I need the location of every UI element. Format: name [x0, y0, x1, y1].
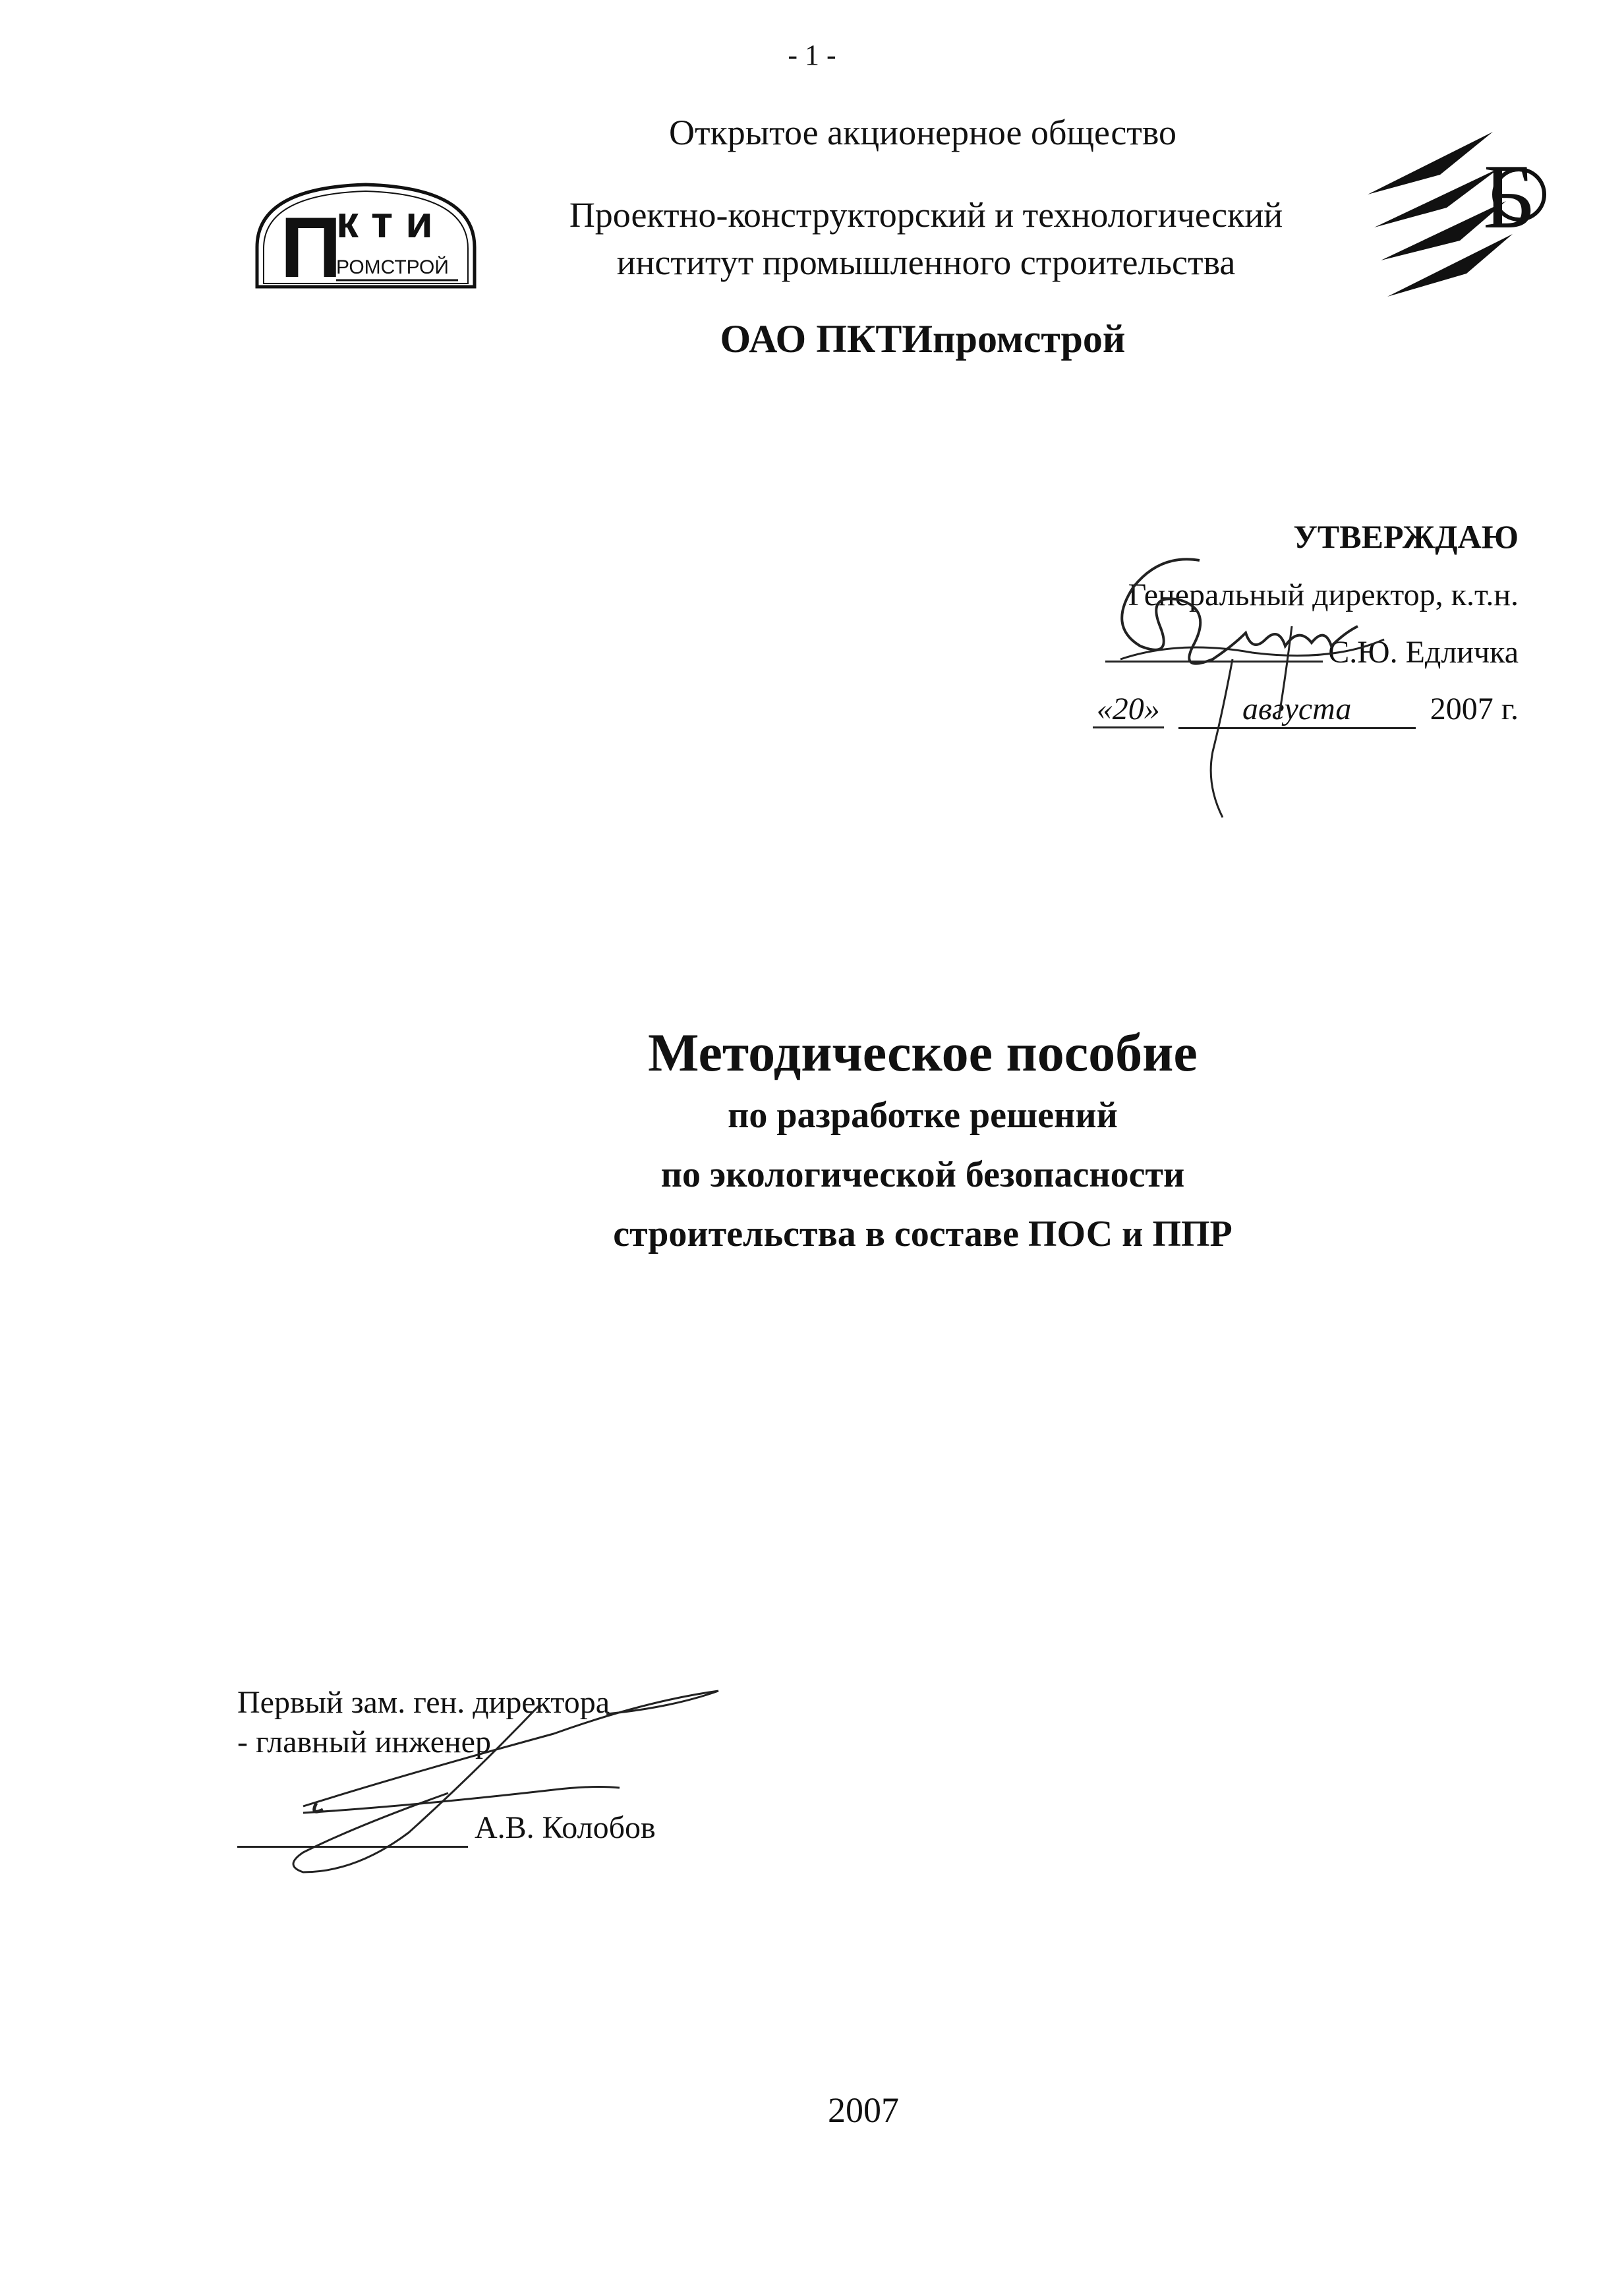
- page-number: - 1 -: [788, 39, 836, 71]
- second-signatory-role-2: - главный инженер: [237, 1725, 491, 1759]
- second-signatory-role-1: Первый зам. ген. директора: [237, 1685, 610, 1720]
- approval-title: УТВЕРЖДАЮ: [1293, 518, 1519, 555]
- approval-name: С.Ю. Едличка: [1328, 635, 1519, 670]
- logo-bottom-text: РОМСТРОЙ: [336, 256, 449, 278]
- logo-big-letter: П: [280, 199, 342, 295]
- publication-year: 2007: [828, 2090, 899, 2130]
- document-subtitle-1: по разработке решений: [728, 1095, 1118, 1136]
- approval-date-month: августа: [1178, 691, 1416, 729]
- svg-text:Б: Б: [1483, 146, 1536, 248]
- approval-signature-line: [1105, 661, 1323, 663]
- document-subtitle-3: строительства в составе ПОС и ППР: [613, 1214, 1232, 1254]
- pktipromstroy-logo: [244, 175, 488, 307]
- document-title: Методическое пособие: [648, 1022, 1198, 1082]
- second-signatory-name: А.В. Колобов: [475, 1810, 656, 1845]
- document-subtitle-2: по экологической безопасности: [660, 1154, 1185, 1195]
- organization-short-name: ОАО ПКТИпромстрой: [720, 317, 1126, 361]
- approval-role: Генеральный директор, к.т.н.: [1128, 577, 1519, 612]
- header-institute: [514, 191, 1338, 286]
- approval-name-line: [1105, 634, 1519, 670]
- header-line-1: Открытое акционерное общество: [668, 113, 1177, 152]
- second-signatory-line: [237, 1846, 468, 1848]
- right-emblem-logo: [1361, 129, 1552, 300]
- header-line-2: Проектно-конструкторский и технологический: [569, 195, 1283, 235]
- approval-date-day: «20»: [1093, 692, 1164, 728]
- header-line-3: институт промышленного строительства: [616, 243, 1236, 282]
- approval-date: [1093, 691, 1519, 729]
- logo-small-letters: к т и: [336, 197, 433, 247]
- approval-date-year: 2007 г.: [1430, 692, 1519, 726]
